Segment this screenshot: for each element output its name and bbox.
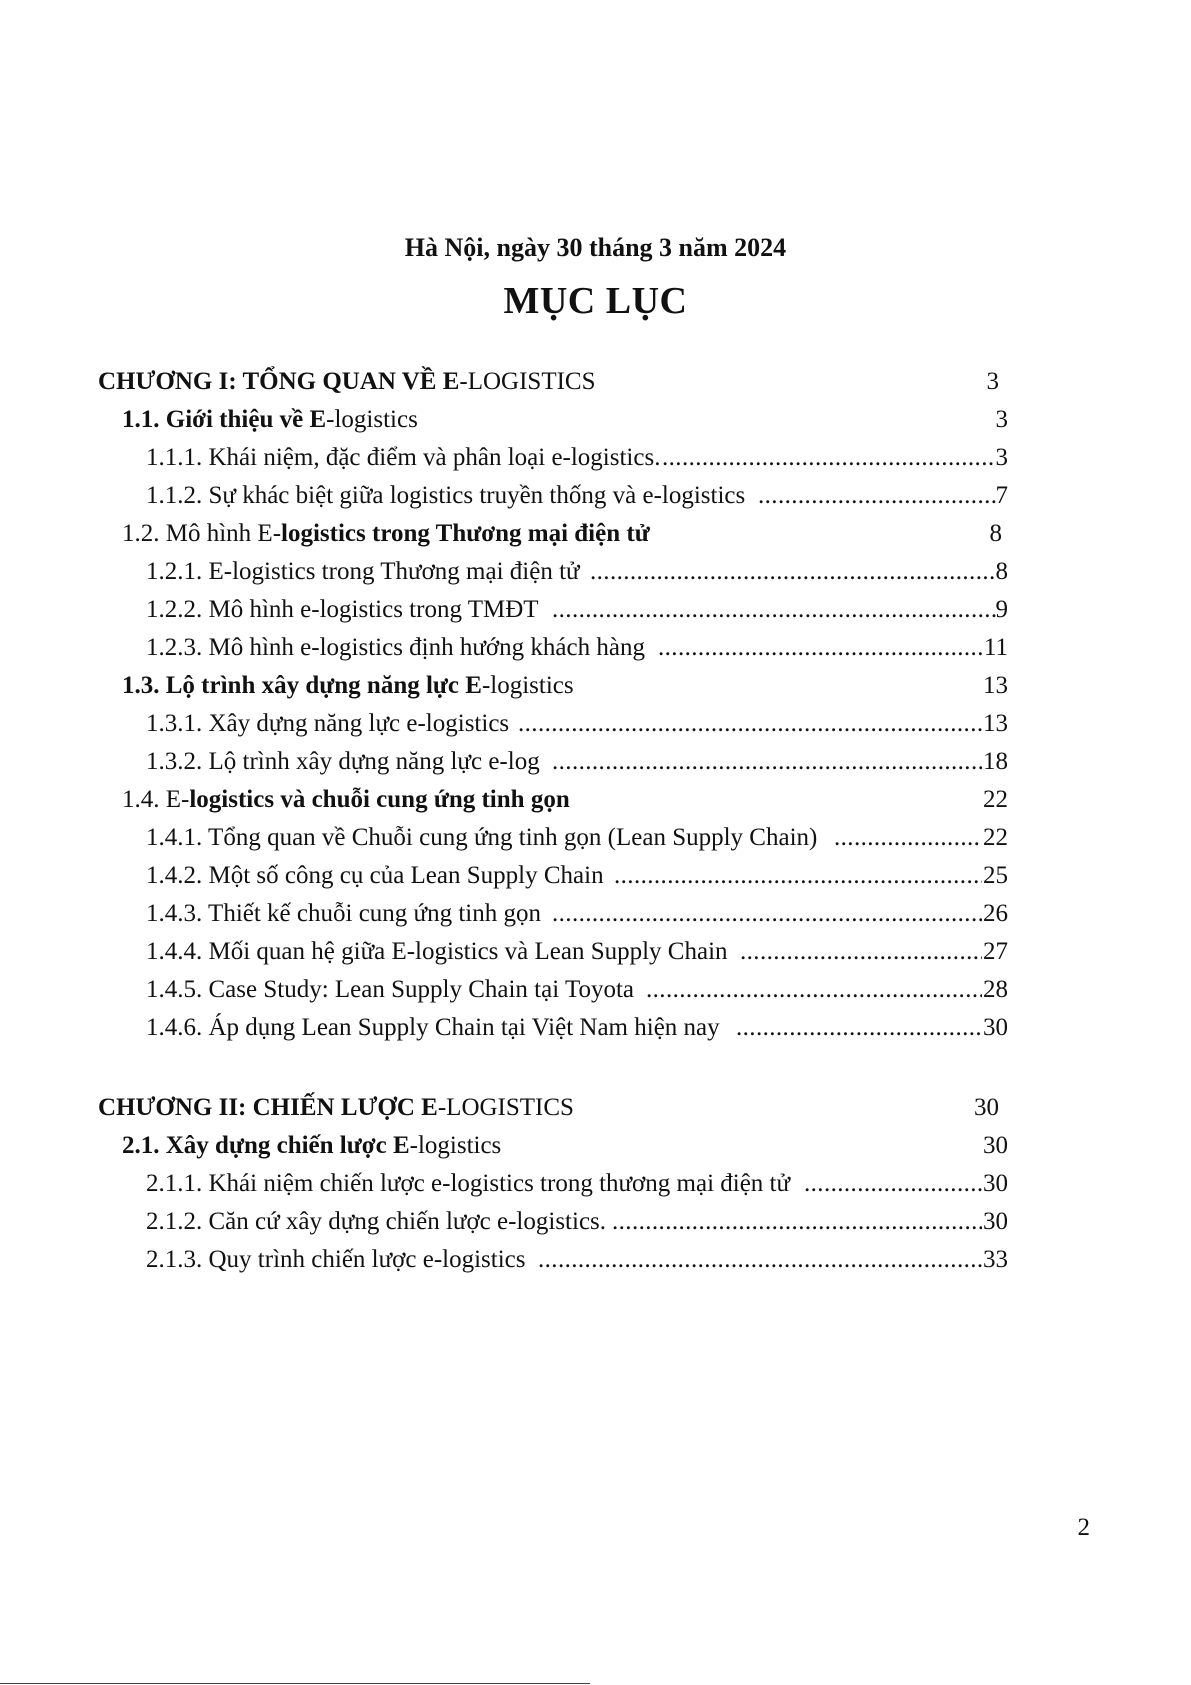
toc-entry-1-1-2[interactable] bbox=[0, 480, 1191, 512]
toc-section-2-1[interactable] bbox=[0, 1130, 1191, 1162]
toc-label-regular: -LOGISTICS bbox=[459, 368, 596, 395]
toc-entry-2-1-2[interactable] bbox=[0, 1206, 1191, 1238]
toc-entry-label: 1.4.3. Thiết kế chuỗi cung ứng tinh gọn bbox=[146, 900, 541, 927]
toc-section-1-4[interactable] bbox=[0, 784, 1191, 816]
toc-section-1-1[interactable] bbox=[0, 404, 1191, 436]
toc-leader-dots bbox=[552, 746, 982, 778]
toc-entry-label: 1.4.2. Một số công cụ của Lean Supply Chain bbox=[146, 862, 604, 889]
toc-entry-1-4-4[interactable] bbox=[0, 936, 1191, 968]
toc-page-number: 8 bbox=[989, 520, 1002, 547]
toc-entry-label: 1.4.6. Áp dụng Lean Supply Chain tại Việt Nam hiện nay bbox=[146, 1014, 720, 1041]
page-title: MỤC LỤC bbox=[503, 280, 688, 322]
toc-entry-1-4-2[interactable] bbox=[0, 860, 1191, 892]
toc-entry-label: 1.4.5. Case Study: Lean Supply Chain tại Toyota bbox=[146, 976, 635, 1003]
toc-entry-label: 1.2.1. E-logistics trong Thương mại điện tử bbox=[146, 558, 580, 585]
toc-label-regular: -LOGISTICS bbox=[437, 1094, 574, 1121]
toc-leader-dots bbox=[552, 594, 996, 626]
toc-entry-1-2-2[interactable] bbox=[0, 594, 1191, 626]
toc-label-bold: CHƯƠNG II: CHIẾN LƯỢC E bbox=[98, 1094, 438, 1121]
toc-page-number: 33 bbox=[983, 1246, 1008, 1273]
toc-page-number: 30 bbox=[983, 1132, 1008, 1159]
toc-leader-dots bbox=[662, 442, 996, 474]
toc-section-1-3[interactable] bbox=[0, 670, 1191, 702]
toc-page-number: 18 bbox=[983, 748, 1008, 775]
toc-entry-1-4-5[interactable] bbox=[0, 974, 1191, 1006]
toc-label-regular: -logistics bbox=[481, 672, 574, 699]
toc-entry-label: 2.1.3. Quy trình chiến lược e-logistics bbox=[146, 1246, 526, 1273]
toc-entry-1-2-1[interactable] bbox=[0, 556, 1191, 588]
toc-page-number: 22 bbox=[983, 786, 1008, 813]
toc-leader-dots bbox=[538, 1244, 982, 1276]
toc-entry-1-2-3[interactable] bbox=[0, 632, 1191, 664]
toc-page-number: 27 bbox=[983, 938, 1008, 965]
toc-entry-label: 1.1.2. Sự khác biệt giữa logistics truyền thống và e-logistics bbox=[146, 482, 746, 509]
toc-leader-dots bbox=[552, 898, 982, 930]
document-date: Hà Nội, ngày 30 tháng 3 năm 2024 bbox=[404, 233, 787, 262]
toc-label-regular: -logistics bbox=[409, 1132, 502, 1159]
toc-label-bold: logistics trong Thương mại điện tử bbox=[281, 520, 650, 547]
toc-page-number: 13 bbox=[983, 710, 1008, 737]
toc-page-number: 26 bbox=[983, 900, 1008, 927]
toc-page-number: 28 bbox=[983, 976, 1008, 1003]
toc-page-number: 7 bbox=[995, 482, 1008, 509]
toc-leader-dots bbox=[612, 1206, 982, 1238]
page-number: 2 bbox=[1077, 1514, 1090, 1541]
toc-entry-1-4-1[interactable] bbox=[0, 822, 1191, 854]
toc-entry-1-4-3[interactable] bbox=[0, 898, 1191, 930]
toc-entry-1-3-2[interactable] bbox=[0, 746, 1191, 778]
toc-leader-dots bbox=[646, 974, 982, 1006]
toc-label-regular: 1.2. Mô hình E- bbox=[122, 520, 282, 547]
toc-entry-label: 1.4.1. Tổng quan về Chuỗi cung ứng tinh gọn (Lean Supply Chain) bbox=[146, 824, 818, 851]
toc-page-number: 30 bbox=[983, 1014, 1008, 1041]
toc-page-number: 11 bbox=[983, 634, 1008, 661]
footnote-divider bbox=[0, 1683, 590, 1684]
toc-entry-label: 1.2.2. Mô hình e-logistics trong TMĐT bbox=[146, 596, 539, 623]
toc-label-bold: CHƯƠNG I: TỔNG QUAN VỀ E bbox=[98, 368, 460, 395]
toc-entry-label: 1.1.1. Khái niệm, đặc điểm và phân loại e-logistics. bbox=[146, 444, 661, 471]
toc-entry-label: 1.2.3. Mô hình e-logistics định hướng khách hàng bbox=[146, 634, 645, 661]
toc-label-regular: -logistics bbox=[326, 406, 418, 433]
toc-entry-label: 1.4.4. Mối quan hệ giữa E-logistics và Lean Supply Chain bbox=[146, 938, 728, 965]
toc-entry-label: 2.1.1. Khái niệm chiến lược e-logistics trong thương mại điện tử bbox=[146, 1170, 791, 1197]
toc-page-number: 30 bbox=[974, 1094, 999, 1121]
toc-entry-label: 1.3.1. Xây dựng năng lực e-logistics bbox=[146, 710, 510, 737]
toc-page-number: 3 bbox=[986, 368, 999, 395]
toc-entry-label: 1.3.2. Lộ trình xây dựng năng lực e-log bbox=[146, 748, 540, 775]
toc-leader-dots bbox=[736, 1012, 982, 1044]
toc-leader-dots bbox=[518, 708, 982, 740]
toc-entry-1-4-6[interactable] bbox=[0, 1012, 1191, 1044]
toc-entry-label: 2.1.2. Căn cứ xây dựng chiến lược e-logistics. bbox=[146, 1208, 607, 1235]
toc-leader-dots bbox=[590, 556, 996, 588]
toc-label-bold: logistics và chuỗi cung ứng tinh gọn bbox=[189, 786, 570, 813]
toc-page-number: 30 bbox=[983, 1170, 1008, 1197]
toc-label-bold: 2.1. Xây dựng chiến lược E bbox=[122, 1132, 410, 1159]
toc-chapter-1[interactable] bbox=[0, 366, 1191, 398]
toc-label-bold: 1.1. Giới thiệu về E bbox=[122, 406, 327, 433]
toc-page-number: 3 bbox=[995, 444, 1008, 471]
toc-entry-1-1-1[interactable] bbox=[0, 442, 1191, 474]
toc-section-1-2[interactable] bbox=[0, 518, 1191, 550]
toc-page-number: 30 bbox=[983, 1208, 1008, 1235]
toc-leader-dots bbox=[740, 936, 982, 968]
toc-entry-2-1-1[interactable] bbox=[0, 1168, 1191, 1200]
toc-page-number: 22 bbox=[983, 824, 1008, 851]
toc-page-number: 13 bbox=[983, 672, 1008, 699]
toc-entry-1-3-1[interactable] bbox=[0, 708, 1191, 740]
toc-leader-dots bbox=[614, 860, 982, 892]
toc-page-number: 25 bbox=[983, 862, 1008, 889]
toc-entry-2-1-3[interactable] bbox=[0, 1244, 1191, 1276]
toc-leader-dots bbox=[658, 632, 982, 664]
toc-label-regular: 1.4. E- bbox=[122, 786, 190, 813]
toc-page-number: 8 bbox=[995, 558, 1008, 585]
toc-label-bold: 1.3. Lộ trình xây dựng năng lực E bbox=[122, 672, 482, 699]
toc-chapter-2[interactable] bbox=[0, 1092, 1191, 1124]
toc-page-number: 9 bbox=[995, 596, 1008, 623]
toc-page-number: 3 bbox=[995, 406, 1008, 433]
